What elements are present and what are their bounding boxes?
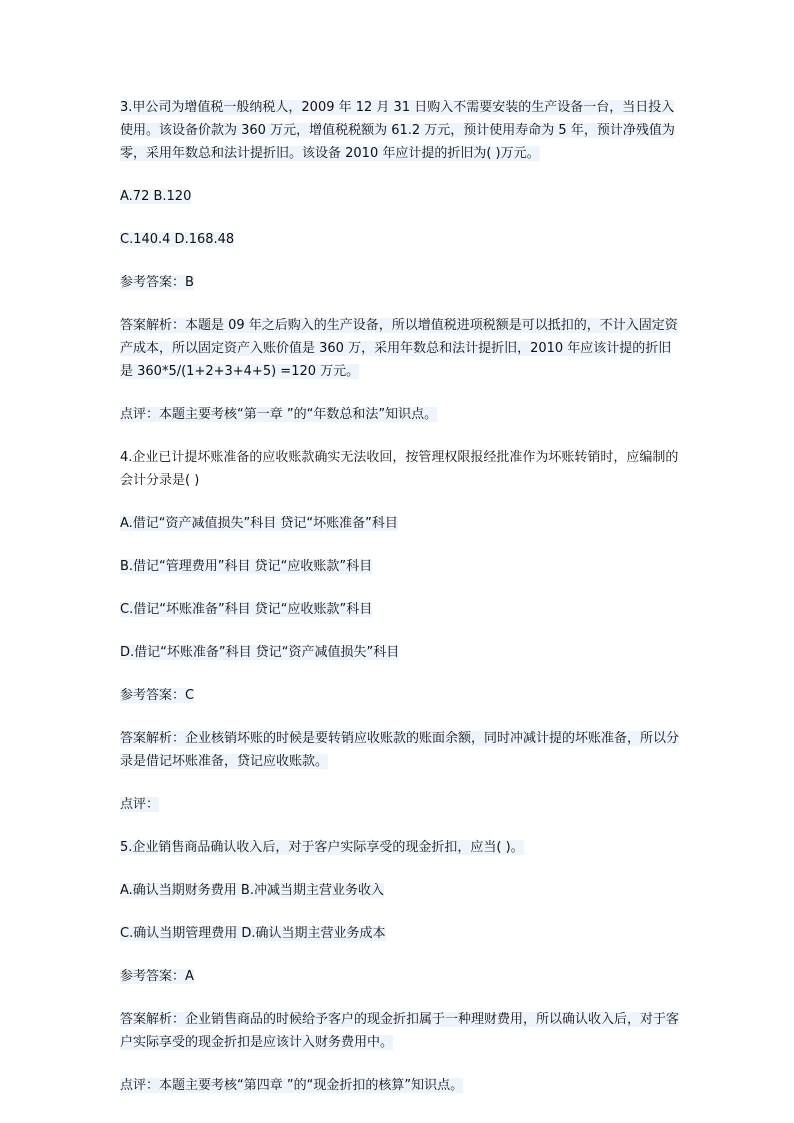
q4-comment bbox=[120, 793, 680, 816]
q4-option-d-text: D.借记“坏账准备”科目 贷记“资产减值损失”科目 bbox=[120, 645, 400, 660]
q3-answer bbox=[120, 271, 680, 294]
q3-answer-text: 参考答案：B bbox=[120, 275, 194, 290]
q4-answer-text: 参考答案：C bbox=[120, 688, 195, 703]
question-5 bbox=[120, 836, 680, 859]
q5-answer-text: 参考答案：A bbox=[120, 969, 194, 984]
question-4 bbox=[120, 446, 680, 492]
q3-analysis bbox=[120, 314, 680, 383]
q5-analysis-text: 答案解析：企业销售商品的时候给予客户的现金折扣属于一种理财费用，所以确认收入后，对于客户实际享受的现金折扣是应该计入财务费用中。 bbox=[120, 1012, 680, 1050]
q4-analysis bbox=[120, 727, 680, 773]
q5-stem: 5.企业销售商品确认收入后，对于客户实际享受的现金折扣，应当( )。 bbox=[120, 840, 524, 855]
q5-comment bbox=[120, 1074, 680, 1097]
q5-options-ab bbox=[120, 879, 680, 902]
q5-answer bbox=[120, 965, 680, 988]
q5-options-cd bbox=[120, 922, 680, 945]
q3-analysis-text: 答案解析：本题是 09 年之后购入的生产设备，所以增值税进项税额是可以抵扣的，不计入固定资产成本，所以固定资产入账价值是 360 万，采用年数总和法计提折旧，2010 年应该计提的折旧是 360*5/(1+2+3+4+5) =120 万元。 bbox=[120, 318, 678, 379]
q3-options-cd bbox=[120, 228, 680, 251]
q4-comment-text: 点评： bbox=[120, 797, 160, 812]
q4-answer bbox=[120, 684, 680, 707]
q4-option-d bbox=[120, 641, 680, 664]
q5-options-ab-text: A.确认当期财务费用 B.冲减当期主营业务收入 bbox=[120, 883, 384, 898]
question-3 bbox=[120, 96, 680, 165]
document-body bbox=[120, 96, 680, 1117]
q4-option-c-text: C.借记“坏账准备”科目 贷记“应收账款”科目 bbox=[120, 602, 373, 617]
q5-options-cd-text: C.确认当期管理费用 D.确认当期主营业务成本 bbox=[120, 926, 386, 941]
q3-options-ab-text: A.72 B.120 bbox=[120, 189, 192, 204]
q3-comment-text: 点评：本题主要考核“第一章 ”的“年数总和法”知识点。 bbox=[120, 407, 438, 422]
q4-option-a-text: A.借记“资产减值损失”科目 贷记“坏账准备”科目 bbox=[120, 516, 398, 531]
q3-stem: 3.甲公司为增值税一般纳税人，2009 年 12 月 31 日购入不需要安装的生产设备一台，当日投入使用。该设备价款为 360 万元，增值税税额为 61.2 万元，预计使用寿命为 5 年，预计净残值为零，采用年数总和法计提折旧。该设备 2010 年应计提的折旧为( )万元。 bbox=[120, 100, 675, 161]
q4-analysis-text: 答案解析：企业核销坏账的时候是要转销应收账款的账面余额，同时冲减计提的坏账准备，所以分录是借记坏账准备，贷记应收账款。 bbox=[120, 731, 680, 769]
q4-option-b bbox=[120, 555, 680, 578]
q5-comment-text: 点评：本题主要考核“第四章 ”的“现金折扣的核算”知识点。 bbox=[120, 1078, 464, 1093]
q4-stem: 4.企业已计提坏账准备的应收账款确实无法收回，按管理权限报经批准作为坏账转销时，应编制的会计分录是( ) bbox=[120, 450, 679, 488]
q4-option-a bbox=[120, 512, 680, 535]
q4-option-c bbox=[120, 598, 680, 621]
q4-option-b-text: B.借记“管理费用”科目 贷记“应收账款”科目 bbox=[120, 559, 373, 574]
q3-options-cd-text: C.140.4 D.168.48 bbox=[120, 232, 235, 247]
q5-analysis bbox=[120, 1008, 680, 1054]
q3-options-ab bbox=[120, 185, 680, 208]
q3-comment bbox=[120, 403, 680, 426]
